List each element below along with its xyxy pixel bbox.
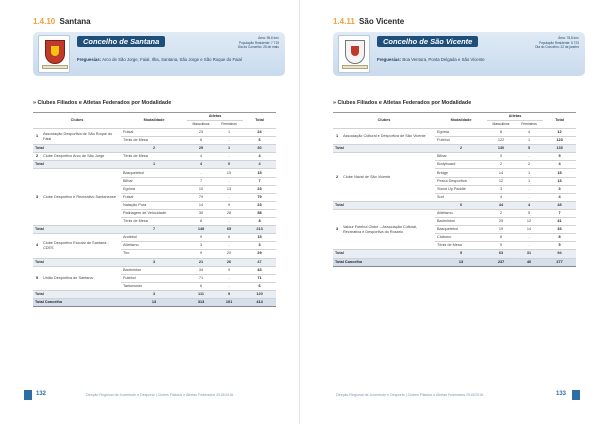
athletes-masc: 30 (187, 209, 215, 217)
athletes-masc: 7 (187, 177, 215, 185)
subtotal-label: Total (33, 226, 121, 234)
club-number: 1 (333, 129, 341, 145)
subtotal-row (33, 145, 276, 153)
athletes-fem: - (215, 177, 243, 185)
modality: Stand Up Paddle (435, 185, 487, 193)
subtotal-total: 120 (243, 290, 276, 298)
subtotal-count: 6 (435, 201, 487, 209)
athletes-fem: 5 (515, 209, 543, 217)
modality: Futsal (121, 193, 187, 201)
subtotal-fem: 1 (215, 145, 243, 153)
club-number: 3 (333, 209, 341, 249)
athletes-fem: - (215, 153, 243, 161)
subtotal-masc: 4 (187, 161, 215, 169)
subtotal-total: 47 (243, 258, 276, 266)
subtotal-label: Total (33, 258, 121, 266)
club-name: União Desportiva de Santana (41, 266, 121, 290)
clubs-table (33, 112, 276, 307)
athletes-total: 7 (543, 209, 576, 217)
banner-title: Concelho de São Vicente (377, 36, 478, 47)
subtotal-fem: 26 (215, 258, 243, 266)
modality: Tiro (121, 250, 187, 258)
club-name: Valour Futebol Clube – Associação Cultural, Recreativa e Desportiva do Rosário (341, 209, 435, 249)
modality: Futebol (435, 137, 487, 145)
athletes-masc: 12 (487, 177, 515, 185)
modality: Bilhar (435, 153, 487, 161)
athletes-total: 123 (543, 137, 576, 145)
subtotal-row (333, 145, 576, 153)
table-row (33, 266, 276, 274)
header-modalidade: Modalidade (435, 113, 487, 129)
modality: Basquetebol (435, 226, 487, 234)
grand-total-label: Total Concelho (333, 258, 435, 266)
athletes-fem: 9 (215, 266, 243, 274)
athletes-total: 7 (243, 177, 276, 185)
athletes-total: 3 (243, 242, 276, 250)
page-tab-marker (24, 390, 32, 400)
modality: Atletismo (121, 242, 187, 250)
club-name: Associação Desportiva de São Roque do Faial (41, 129, 121, 145)
modality: Egrima (121, 185, 187, 193)
header-total: Total (543, 113, 576, 129)
athletes-masc: 9 (187, 250, 215, 258)
subtotal-masc: 44 (487, 201, 515, 209)
athletes-fem: 1 (515, 137, 543, 145)
table-row (33, 153, 276, 161)
subtotal-fem: 0 (215, 161, 243, 169)
subtotal-masc: 237 (487, 258, 515, 266)
subtotal-label: Total (33, 290, 121, 298)
subtotal-fem: 4 (515, 201, 543, 209)
header-masculinos: Masculinos (187, 121, 215, 129)
modality: Ténis de Mesa (435, 242, 487, 250)
subtotal-label: Total (333, 145, 435, 153)
header-modalidade: Modalidade (121, 113, 187, 129)
athletes-masc: 14 (487, 169, 515, 177)
modality: Ciclismo (435, 234, 487, 242)
club-number: 1 (33, 129, 41, 145)
club-name: Clube Desportivo Escolar de Santana - CDES (41, 234, 121, 258)
subtotal-row (33, 161, 276, 169)
section-name: São Vicente (359, 17, 405, 26)
stat-holiday: Dia do Concelho: 22 de janeiro (535, 45, 579, 50)
subtotal-fem: 9 (215, 290, 243, 298)
modality: Atletismo (435, 209, 487, 217)
club-number: 4 (33, 234, 41, 258)
modality: Andebol (121, 234, 187, 242)
header-clubes: Clubes (333, 113, 435, 129)
subtotal-fem: 101 (215, 298, 243, 306)
subtotal-masc: 130 (487, 145, 515, 153)
header-femininos: Femininos (515, 121, 543, 129)
parishes-label: Freguesias: (377, 57, 402, 62)
athletes-masc: 122 (487, 137, 515, 145)
athletes-fem: - (215, 282, 243, 290)
stat-area: Área: 95,6 km² (258, 36, 279, 40)
modality: Basquetebol (121, 169, 187, 177)
athletes-masc: 6 (187, 137, 215, 145)
athletes-fem: - (515, 242, 543, 250)
athletes-total: 33 (543, 226, 576, 234)
athletes-fem: 12 (515, 218, 543, 226)
table-row (333, 209, 576, 217)
table-subheading: » Clubes Filiados e Atletas Federados por Modalidade (33, 100, 172, 106)
athletes-fem: - (215, 242, 243, 250)
modality: Pesca Desportiva (435, 177, 487, 185)
athletes-fem: - (215, 137, 243, 145)
modality: Badminton (435, 218, 487, 226)
athletes-total: 23 (243, 201, 276, 209)
athletes-fem: 14 (515, 226, 543, 234)
athletes-masc: 6 (187, 282, 215, 290)
modality: Ténis de Mesa (121, 153, 187, 161)
modality: Badminton (121, 266, 187, 274)
athletes-masc: 34 (187, 266, 215, 274)
athletes-total: 15 (243, 169, 276, 177)
athletes-masc: 3 (487, 185, 515, 193)
subtotal-count: 5 (435, 250, 487, 258)
parishes-label: Freguesias: (77, 57, 102, 62)
page-footer (0, 390, 300, 402)
athletes-total: 71 (243, 274, 276, 282)
athletes-total: 4 (543, 161, 576, 169)
athletes-fem: - (515, 234, 543, 242)
subtotal-total: 414 (243, 298, 276, 306)
athletes-fem: 15 (215, 169, 243, 177)
athletes-masc: 9 (487, 153, 515, 161)
header-atletas: Atletas (487, 113, 543, 121)
footer-text: Direção Regional de Juventude e Desporto | Clubes Filiados e Atletas Federados 2015/2016 (86, 393, 234, 397)
page-number: 133 (556, 391, 567, 397)
modality: Patinagem de Velocidade (121, 209, 187, 217)
athletes-fem: 20 (215, 250, 243, 258)
municipality-stats (238, 36, 279, 50)
athletes-masc: 14 (187, 201, 215, 209)
table-row (333, 129, 576, 137)
modality: Bilhar (121, 177, 187, 185)
club-number: 3 (33, 169, 41, 226)
header-masculinos: Masculinos (487, 121, 515, 129)
subtotal-fem: 40 (515, 258, 543, 266)
stat-population: População Residente: 7 719 (238, 40, 279, 45)
coat-of-arms-icon (38, 35, 70, 73)
athletes-fem: 1 (515, 177, 543, 185)
stat-area: Área: 78,8 km² (558, 36, 579, 40)
modality: Futsal (121, 129, 187, 137)
subtotal-count: 3 (121, 290, 187, 298)
modality: Futebol (121, 274, 187, 282)
subtotal-masc: 29 (187, 145, 215, 153)
athletes-total: 6 (243, 137, 276, 145)
athletes-masc: 23 (187, 129, 215, 137)
athletes-masc: - (187, 169, 215, 177)
subtotal-total: 30 (243, 145, 276, 153)
municipality-banner (33, 32, 285, 76)
subtotal-masc: 21 (187, 258, 215, 266)
subtotal-total: 135 (543, 145, 576, 153)
grand-total-row (33, 298, 276, 306)
subtotal-total: 213 (243, 226, 276, 234)
section-number: 1.4.11 (333, 17, 355, 26)
athletes-masc: 3 (187, 242, 215, 250)
header-atletas: Atletas (187, 113, 243, 121)
athletes-total: 13 (543, 177, 576, 185)
page-number: 132 (36, 391, 47, 397)
stat-population: População Residente: 5 723 (538, 40, 579, 45)
athletes-total: 29 (243, 250, 276, 258)
subtotal-fem: 65 (215, 226, 243, 234)
subtotal-masc: 313 (187, 298, 215, 306)
athletes-masc: 8 (487, 129, 515, 137)
table-row (33, 129, 276, 137)
athletes-fem: - (515, 185, 543, 193)
subtotal-masc: 148 (187, 226, 215, 234)
athletes-masc: 10 (187, 185, 215, 193)
subtotal-masc: 111 (187, 290, 215, 298)
club-name: Clube Desportivo Arco de São Jorge (41, 153, 121, 161)
modality: Egrima (435, 129, 487, 137)
athletes-fem: - (215, 218, 243, 226)
section-title (33, 17, 91, 26)
subtotal-fem: 31 (515, 250, 543, 258)
subtotal-row (33, 258, 276, 266)
header-total: Total (243, 113, 276, 129)
athletes-fem: 2 (515, 161, 543, 169)
header-clubes: Clubes (33, 113, 121, 129)
section-name: Santana (59, 17, 91, 26)
athletes-total: 4 (243, 153, 276, 161)
athletes-total: 41 (543, 218, 576, 226)
athletes-total: 3 (543, 185, 576, 193)
athletes-fem: - (515, 153, 543, 161)
athletes-fem: 28 (215, 209, 243, 217)
subtotal-total: 48 (543, 201, 576, 209)
athletes-fem: - (515, 193, 543, 201)
parishes-list: Boa Ventura, Ponta Delgada e São Vicente (402, 57, 485, 62)
table-subheading: » Clubes Filiados e Atletas Federados por Modalidade (333, 100, 472, 106)
athletes-total: 4 (543, 193, 576, 201)
club-number: 2 (333, 153, 341, 202)
page-tab-marker (572, 390, 580, 400)
coat-of-arms-icon (338, 35, 370, 73)
table-row (333, 153, 576, 161)
athletes-total: 43 (243, 266, 276, 274)
athletes-total: 12 (543, 129, 576, 137)
stat-holiday: Dia do Concelho: 25 de maio (237, 45, 279, 50)
page-footer (300, 390, 600, 402)
athletes-total: 8 (243, 218, 276, 226)
subtotal-count: 13 (435, 258, 487, 266)
athletes-masc: 8 (487, 234, 515, 242)
parishes (77, 57, 277, 63)
subtotal-row (333, 201, 576, 209)
athletes-masc: 2 (487, 161, 515, 169)
subtotal-label: Total (333, 250, 435, 258)
subtotal-label: Total (33, 145, 121, 153)
modality: Taekwondo (121, 282, 187, 290)
subtotal-row (333, 250, 576, 258)
municipality-banner (333, 32, 585, 76)
subtotal-count: 2 (435, 145, 487, 153)
athletes-masc: 79 (187, 193, 215, 201)
subtotal-masc: 63 (487, 250, 515, 258)
athletes-total: 15 (543, 169, 576, 177)
subtotal-count: 13 (121, 298, 187, 306)
subtotal-fem: 5 (515, 145, 543, 153)
athletes-fem: 6 (215, 234, 243, 242)
footer-text: Direção Regional de Juventude e Desporto | Clubes Filiados e Atletas Federados 2015/2016 (336, 393, 484, 397)
grand-total-row (333, 258, 576, 266)
subtotal-label: Total (33, 161, 121, 169)
modality: Natação Pura (121, 201, 187, 209)
athletes-masc: 4 (487, 193, 515, 201)
modality: Bridge (435, 169, 487, 177)
athletes-fem: 13 (215, 185, 243, 193)
grand-total-label: Total Concelho (33, 298, 121, 306)
subtotal-count: 7 (121, 226, 187, 234)
club-name: Associação Cultural e Desportiva de São Vicente (341, 129, 435, 145)
subtotal-count: 3 (121, 258, 187, 266)
athletes-total: 15 (243, 234, 276, 242)
header-femininos: Femininos (215, 121, 243, 129)
athletes-fem: 9 (215, 201, 243, 209)
athletes-masc: 71 (187, 274, 215, 282)
subtotal-row (33, 226, 276, 234)
athletes-fem: - (215, 274, 243, 282)
athletes-masc: 29 (487, 218, 515, 226)
banner-title: Concelho de Santana (77, 36, 165, 47)
athletes-masc: 4 (187, 153, 215, 161)
table-row (33, 169, 276, 177)
club-number: 5 (33, 266, 41, 290)
athletes-total: 9 (543, 153, 576, 161)
athletes-fem: - (215, 193, 243, 201)
subtotal-count: 1 (121, 161, 187, 169)
athletes-total: 23 (243, 185, 276, 193)
club-number: 2 (33, 153, 41, 161)
modality: Ténis de Mesa (121, 218, 187, 226)
athletes-masc: 19 (487, 226, 515, 234)
athletes-total: 6 (243, 282, 276, 290)
athletes-masc: 8 (187, 218, 215, 226)
subtotal-total: 277 (543, 258, 576, 266)
athletes-masc: 2 (487, 209, 515, 217)
athletes-total: 5 (543, 242, 576, 250)
club-name: Clube Naval de São Vicente (341, 153, 435, 202)
subtotal-label: Total (333, 201, 435, 209)
athletes-fem: 4 (515, 129, 543, 137)
athletes-fem: 1 (515, 169, 543, 177)
clubs-table (333, 112, 576, 267)
club-name: Clube Desportivo e Recreativo Santanense (41, 169, 121, 226)
subtotal-count: 2 (121, 145, 187, 153)
modality: Ténis de Mesa (121, 137, 187, 145)
athletes-total: 58 (243, 209, 276, 217)
athletes-fem: 1 (215, 129, 243, 137)
athletes-total: 79 (243, 193, 276, 201)
parishes (377, 57, 577, 63)
section-number: 1.4.10 (33, 17, 56, 26)
page-right (300, 0, 600, 424)
subtotal-total: 4 (243, 161, 276, 169)
athletes-total: 24 (243, 129, 276, 137)
table-row (33, 234, 276, 242)
athletes-masc: 9 (187, 234, 215, 242)
parishes-list: Arco de São Jorge, Faial, Ilha, Santana, São Jorge e São Roque do Faial (102, 57, 242, 62)
section-title (333, 17, 404, 26)
subtotal-row (33, 290, 276, 298)
modality: Bodyboard (435, 161, 487, 169)
athletes-masc: 5 (487, 242, 515, 250)
modality: Surf (435, 193, 487, 201)
subtotal-total: 94 (543, 250, 576, 258)
municipality-stats (535, 36, 579, 50)
athletes-total: 8 (543, 234, 576, 242)
